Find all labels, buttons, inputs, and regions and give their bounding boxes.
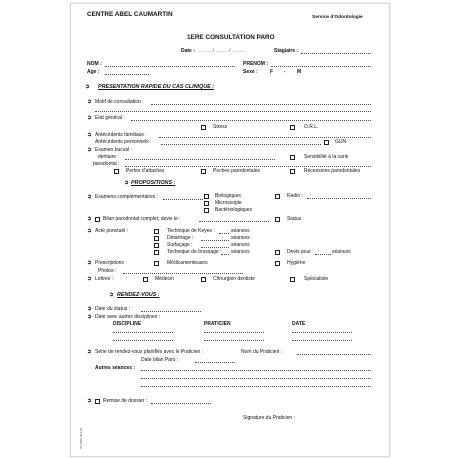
- status-label: Status: [287, 216, 302, 222]
- specialiste-label: Spécialiste: [304, 276, 329, 282]
- stress-checkbox[interactable]: [201, 125, 206, 130]
- autres-seances-field[interactable]: [141, 378, 371, 379]
- recessions-label: Récessions parodontales: [304, 168, 361, 174]
- parodontal-field[interactable]: [125, 166, 371, 167]
- nom-praticien-label: Nom du Praticien :: [241, 349, 283, 355]
- nom-label: NOM :: [87, 61, 102, 67]
- date-autres-label: Date avec autres disciplines :: [95, 314, 161, 320]
- acte-label: Acte ponctuel :: [95, 228, 129, 234]
- chirurgien-checkbox[interactable]: [201, 277, 206, 282]
- prescriptions-label: Prescriptions :: [95, 260, 127, 266]
- date-status-field[interactable]: [141, 311, 201, 312]
- orl-checkbox[interactable]: [290, 125, 295, 130]
- hygiene-label: Hygiène: [287, 260, 306, 266]
- arrow-icon: ➲: [109, 292, 114, 298]
- section-propositions-title: PROPOSITIONS :: [131, 180, 176, 186]
- arrow-icon: ➲: [87, 306, 92, 312]
- sexe-f-option[interactable]: F: [270, 69, 274, 75]
- date-label: Date :: [181, 48, 195, 54]
- date-field[interactable]: ........ / ........ / ........: [199, 48, 245, 53]
- arrow-icon: ➲: [87, 216, 92, 222]
- date-field[interactable]: [292, 332, 352, 333]
- stress-label: Stress: [213, 124, 228, 130]
- radio-checkbox[interactable]: [275, 194, 280, 199]
- bilan-date-field[interactable]: [199, 221, 269, 222]
- antecedents-familiaux-label: Antécédents familiaux :: [95, 132, 147, 138]
- nom-praticien-field[interactable]: [297, 354, 371, 355]
- surfacage-checkbox[interactable]: [154, 243, 159, 248]
- radio-label: Radio :: [287, 193, 303, 199]
- age-label: Age :: [87, 69, 100, 75]
- brossage-field[interactable]: [221, 254, 229, 255]
- biologiques-checkbox[interactable]: [204, 194, 209, 199]
- motif-label: Motif de consultation :: [95, 99, 144, 105]
- age-field[interactable]: [105, 74, 149, 75]
- devis-checkbox[interactable]: [275, 250, 280, 255]
- detartrage-field[interactable]: [201, 240, 229, 241]
- arrow-icon: ➲: [87, 228, 92, 234]
- praticien-field[interactable]: [204, 332, 264, 333]
- sensibilite-label: Sensibilité à la carie: [304, 154, 349, 160]
- antecedents-familiaux-field[interactable]: [159, 137, 371, 138]
- nom-field[interactable]: [105, 66, 235, 67]
- remise-label: Remise de dossier :: [103, 398, 148, 404]
- bilan-label: Bilan parodontal complet, devis le :: [103, 216, 181, 222]
- arrow-icon: ➲: [87, 99, 92, 105]
- status-checkbox[interactable]: [275, 217, 280, 222]
- poches-checkbox[interactable]: [201, 169, 206, 174]
- sexe-label: Sexe :: [243, 69, 258, 75]
- prenom-label: PRENOM :: [243, 61, 268, 67]
- col-discipline: DISCIPLINE: [113, 321, 142, 327]
- brossage-label: Technique de brossage :: [167, 249, 222, 255]
- surfacage-field[interactable]: [201, 247, 229, 248]
- serie-label: Série de rendez-vous planifiés avec le Praticien :: [95, 349, 204, 355]
- sensibilite-checkbox[interactable]: [290, 155, 295, 160]
- sexe-separator: -: [284, 69, 286, 75]
- antecedents-personnels-field[interactable]: [161, 144, 321, 145]
- radio-field[interactable]: [307, 198, 371, 199]
- keyes-field[interactable]: [219, 233, 229, 234]
- devis-seances-label: séances: [332, 249, 351, 255]
- specialiste-checkbox[interactable]: [290, 277, 295, 282]
- recessions-checkbox[interactable]: [290, 169, 295, 174]
- arrow-icon: ➲: [87, 349, 92, 355]
- arrow-icon: ➲: [87, 147, 92, 153]
- pertes-checkbox[interactable]: [114, 169, 119, 174]
- antecedents-personnels-label: Antécédents personnels :: [95, 139, 152, 145]
- discipline-field[interactable]: [113, 332, 173, 333]
- stagiaire-field[interactable]: [301, 53, 371, 54]
- examen-buccal-label: Examen buccal :: [95, 147, 132, 153]
- photos-label: Photos :: [98, 268, 117, 274]
- brossage-checkbox[interactable]: [154, 250, 159, 255]
- microscopie-checkbox[interactable]: [204, 201, 209, 206]
- surfacage-seances-label: séances: [231, 242, 250, 248]
- etat-field[interactable]: [131, 120, 371, 121]
- arrow-icon: ➲: [87, 115, 92, 121]
- col-date: DATE: [292, 321, 306, 327]
- medicamenteuses-checkbox[interactable]: [154, 261, 159, 266]
- gun-checkbox[interactable]: [324, 140, 329, 145]
- lettres-label: Lettres :: [95, 276, 114, 282]
- arrow-icon: ➲: [87, 314, 92, 320]
- arrow-icon: ➲: [87, 398, 92, 404]
- chirurgien-label: Chirurgien dentiste: [213, 276, 255, 282]
- keyes-label: Technique de Keyes :: [167, 228, 215, 234]
- autres-seances-field[interactable]: [141, 370, 371, 371]
- col-praticien: PRATICIEN: [204, 321, 231, 327]
- center-name: CENTRE ABEL CAUMARTIN: [87, 11, 173, 18]
- biologiques-label: Biologiques: [215, 193, 241, 199]
- medicamenteuses-label: Médicamenteuses: [167, 260, 208, 266]
- detartrage-seances-label: séances: [231, 235, 250, 241]
- poches-label: Poches parodontales: [213, 168, 260, 174]
- remise-field[interactable]: [151, 403, 211, 404]
- discipline-field[interactable]: [113, 340, 173, 341]
- surfacage-label: Surfaçage :: [167, 242, 193, 248]
- autres-seances-label: Autres séances :: [95, 365, 136, 371]
- section-presentation-title: PRESENTATION RAPIDE DU CAS CLINIQUE :: [98, 84, 215, 90]
- devis-field[interactable]: [315, 254, 331, 255]
- medecin-label: Médecin: [155, 276, 174, 282]
- microscopie-label: Microscopie: [215, 200, 242, 206]
- brossage-seances-label: séances: [231, 249, 250, 255]
- date-bilan-label: Date bilan Paro :: [141, 357, 179, 363]
- arrow-icon: ➲: [124, 180, 129, 186]
- medecin-checkbox[interactable]: [143, 277, 148, 282]
- prenom-field[interactable]: [271, 66, 371, 67]
- arrow-icon: ➲: [87, 132, 92, 138]
- detartrage-label: Détartrage :: [167, 235, 194, 241]
- hygiene-checkbox[interactable]: [275, 261, 280, 266]
- arrow-icon: ➲: [87, 194, 92, 200]
- section-rendez-vous-title: RENDEZ-VOUS :: [117, 292, 160, 298]
- motif-field[interactable]: [151, 104, 371, 105]
- date-status-label: Date du status :: [95, 306, 131, 312]
- form-title: 1ERE CONSULTATION PARO: [187, 34, 275, 41]
- motif-field-line2[interactable]: [95, 111, 371, 112]
- praticien-field[interactable]: [204, 340, 264, 341]
- parodontal-label: parodontal :: [93, 161, 120, 167]
- arrow-icon: ➲: [87, 260, 92, 266]
- dentaire-field[interactable]: [125, 159, 275, 160]
- signature-label: Signature du Praticien :: [243, 415, 295, 421]
- examens-label: Examens complémentaires :: [95, 194, 159, 200]
- autres-seances-field[interactable]: [141, 386, 371, 387]
- detartrage-checkbox[interactable]: [154, 236, 159, 241]
- pertes-label: Pertes d'attaches: [126, 168, 165, 174]
- orl-label: O.R.L.: [304, 124, 319, 130]
- date-field[interactable]: [292, 340, 352, 341]
- remise-checkbox[interactable]: [95, 399, 100, 404]
- bacteriologiques-label: Bactériologiques: [215, 207, 252, 213]
- keyes-checkbox[interactable]: [154, 229, 159, 234]
- bilan-checkbox[interactable]: [95, 217, 100, 222]
- photos-field[interactable]: [123, 273, 243, 274]
- dentaire-label: dentaire :: [98, 154, 119, 160]
- form-reference: 01-MBD-004-06: [79, 427, 83, 449]
- etat-label: Etat général :: [95, 115, 125, 121]
- gun-label: GUN: [335, 139, 347, 145]
- service-name: Service d'Odontologie: [312, 15, 363, 20]
- form-sheet: [70, 3, 390, 457]
- stagiaire-label: Stagiaire :: [274, 48, 299, 54]
- devis-label: Devis pour: [287, 249, 311, 255]
- sexe-m-option[interactable]: M: [297, 69, 302, 75]
- arrow-icon: ➲: [87, 276, 92, 282]
- examens-field[interactable]: [163, 199, 203, 200]
- keyes-seances-label: séances: [231, 228, 250, 234]
- bacteriologiques-checkbox[interactable]: [204, 208, 209, 213]
- date-bilan-field[interactable]: [195, 362, 235, 363]
- arrow-icon: ➲: [85, 84, 90, 90]
